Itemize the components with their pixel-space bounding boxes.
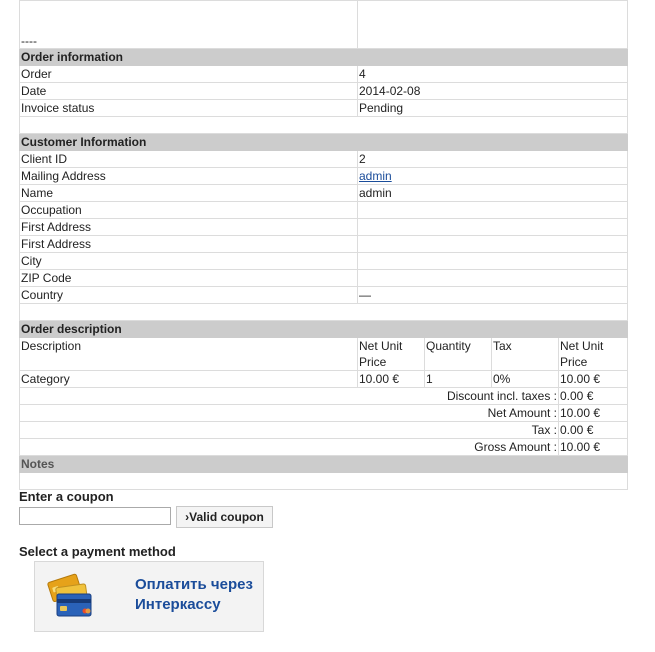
gross-amount-label: Gross Amount : (20, 439, 559, 456)
customer-info-header (20, 134, 628, 151)
line-item-row (20, 371, 628, 388)
notes-title: Notes (20, 456, 628, 473)
item-tax: 0% (492, 371, 559, 388)
col-net-unit-price-2: Net Unit Price (559, 338, 628, 371)
discount-label: Discount incl. taxes : (20, 388, 559, 405)
col-description: Description (20, 338, 358, 371)
table-row (20, 168, 628, 185)
city-value (358, 253, 628, 270)
row-label: Invoice status (20, 100, 358, 117)
order-date: 2014-02-08 (358, 83, 628, 100)
payment-method-label: Select a payment method (19, 544, 176, 559)
table-row (20, 66, 628, 83)
first-address-value (358, 219, 628, 236)
table-row (20, 219, 628, 236)
table-row (20, 185, 628, 202)
row-label: Mailing Address (20, 168, 358, 185)
item-quantity: 1 (425, 371, 492, 388)
item-total: 10.00 € (559, 371, 628, 388)
totals-row (20, 405, 628, 422)
table-row (20, 100, 628, 117)
row-label: First Address (20, 236, 358, 253)
table-row (20, 287, 628, 304)
row-label: ZIP Code (20, 270, 358, 287)
order-summary-table (19, 0, 628, 490)
coupon-input[interactable] (19, 507, 171, 525)
order-description-header (20, 321, 628, 338)
row-label: City (20, 253, 358, 270)
invoice-status: Pending (358, 100, 628, 117)
mailing-address-link[interactable]: admin (359, 169, 392, 183)
table-row (20, 270, 628, 287)
customer-name: admin (358, 185, 628, 202)
zip-value (358, 270, 628, 287)
spacer-row (20, 304, 628, 321)
col-quantity: Quantity (425, 338, 492, 371)
coupon-label: Enter a coupon (19, 489, 114, 504)
valid-coupon-button[interactable]: ›Valid coupon (176, 506, 273, 528)
item-net-unit-price: 10.00 € (358, 371, 425, 388)
credit-cards-icon (45, 572, 97, 622)
order-info-title: Order information (20, 49, 628, 66)
column-header-row (20, 338, 628, 371)
row-label: Country (20, 287, 358, 304)
row-label: Date (20, 83, 358, 100)
spacer-row (20, 117, 628, 134)
item-description: Category (20, 371, 358, 388)
order-description-title: Order description (20, 321, 628, 338)
table-row (20, 236, 628, 253)
order-info-header (20, 49, 628, 66)
row-label: Order (20, 66, 358, 83)
top-separator: ---- (20, 1, 358, 49)
col-net-unit-price: Net Unit Price (358, 338, 425, 371)
interkassa-label: Оплатить через Интеркассу (135, 576, 253, 613)
col-tax: Tax (492, 338, 559, 371)
row-label: Client ID (20, 151, 358, 168)
discount-value: 0.00 € (559, 388, 628, 405)
net-amount-label: Net Amount : (20, 405, 559, 422)
interkassa-payment-button[interactable] (34, 561, 264, 632)
totals-row (20, 439, 628, 456)
tax-value: 0.00 € (559, 422, 628, 439)
table-row (20, 253, 628, 270)
notes-content-row (20, 473, 628, 490)
top-row (20, 1, 628, 49)
tax-label: Tax : (20, 422, 559, 439)
row-label: First Address (20, 219, 358, 236)
net-amount-value: 10.00 € (559, 405, 628, 422)
order-number: 4 (358, 66, 628, 83)
occupation-value (358, 202, 628, 219)
second-address-value (358, 236, 628, 253)
totals-row (20, 388, 628, 405)
table-row (20, 202, 628, 219)
country-value: — (358, 287, 628, 304)
totals-row (20, 422, 628, 439)
gross-amount-value: 10.00 € (559, 439, 628, 456)
notes-header (20, 456, 628, 473)
row-label: Name (20, 185, 358, 202)
customer-info-title: Customer Information (20, 134, 628, 151)
table-row (20, 151, 628, 168)
row-label: Occupation (20, 202, 358, 219)
client-id: 2 (358, 151, 628, 168)
table-row (20, 83, 628, 100)
notes-content (20, 473, 628, 490)
